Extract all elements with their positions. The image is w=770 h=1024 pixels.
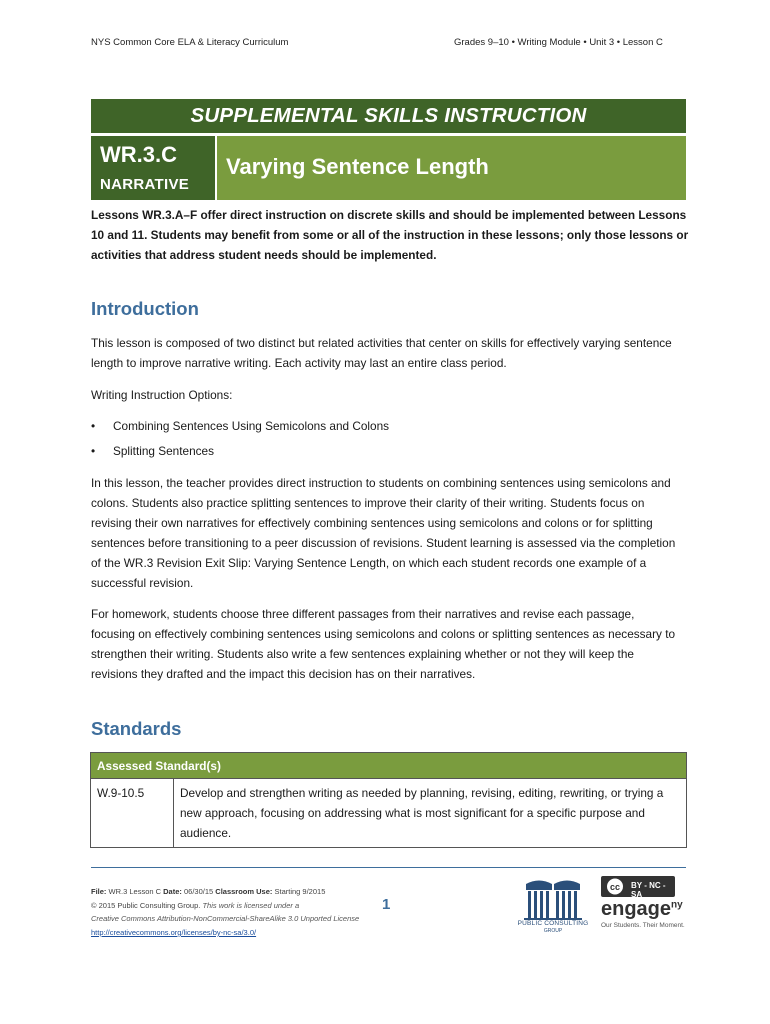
introduction-heading: Introduction — [91, 298, 199, 319]
date-label: Date: — [163, 887, 182, 896]
banner-supplemental-text: SUPPLEMENTAL SKILLS INSTRUCTION — [190, 104, 587, 127]
header-grade-unit: Grades 9–10 • Writing Module • Unit 3 • Lesson C — [454, 37, 663, 48]
footer-url-line — [91, 928, 256, 937]
standards-table — [90, 752, 687, 848]
footer-file-line — [91, 887, 325, 896]
page-number: 1 — [382, 896, 391, 913]
license-text: Creative Commons Attribution-NonCommercial-ShareAlike 3.0 Unported License — [91, 914, 360, 923]
introduction-paragraph-2: In this lesson, the teacher provides direct instruction to students on combining sentences using semicolons and colons. Students also practice splitting sentences to improve their clarity of their writing. Students focus on revising their own narratives for effectively combining sentences using semicolons and colons or for splitting sentences before transitioning to a peer discussion of revisions. Student learning is assessed via the completion of the WR.3 Revision Exit Slip: Varying Sentence Length, on which each student records one example of a successful revision. — [91, 476, 676, 590]
banner-supplemental — [91, 99, 686, 133]
cc-badge-text: BY - NC - SA — [631, 881, 666, 899]
header-curriculum-title: NYS Common Core ELA & Literacy Curriculum — [91, 37, 289, 48]
standard-text: Develop and strengthen writing as needed by planning, revising, editing, rewriting, or trying a new approach, focusing on addressing what is most significant for a specific purpose and audience. — [174, 779, 687, 848]
copyright-text: © 2015 Public Consulting Group. — [91, 901, 201, 910]
use-value: Starting 9/2015 — [274, 887, 326, 896]
file-value: WR.3 Lesson C — [108, 887, 162, 896]
file-label: File: — [91, 887, 107, 896]
engage-ny-text: ny — [671, 899, 683, 911]
lesson-title-box — [217, 136, 686, 200]
license-link[interactable]: http://creativecommons.org/licenses/by-nc-sa/3.0/ — [91, 928, 257, 937]
option-item-label: Combining Sentences Using Semicolons and Colons — [113, 419, 390, 433]
footer-divider — [91, 867, 686, 868]
standard-code: W.9-10.5 — [91, 779, 174, 848]
standards-table-header: Assessed Standard(s) — [91, 753, 687, 779]
introduction-paragraph-1: This lesson is composed of two distinct but related activities that center on skills for effectively varying sentence length to improve narrative writing. Each activity may last an entire class period. — [91, 336, 672, 370]
engageny-logo — [601, 898, 683, 921]
pcg-group: GROUP — [543, 928, 563, 934]
option-item-label: Splitting Sentences — [113, 444, 214, 458]
svg-text:cc: cc — [609, 882, 621, 892]
footer-license-line — [91, 914, 359, 923]
engageny-tagline: Our Students. Their Moment. — [601, 922, 685, 929]
use-label: Classroom Use: — [215, 887, 273, 896]
license-lead: This work is licensed under a — [202, 901, 300, 910]
cc-icon — [604, 876, 628, 897]
bullet-icon: • — [91, 444, 96, 458]
lesson-type: NARRATIVE — [100, 176, 190, 193]
implementation-note: Lessons WR.3.A–F offer direct instruction on discrete skills and should be implemented between Lessons 10 and 11. Students may benefit from some or all of the instruction in these lessons; only those lessons or activities that address student needs should be implemented. — [91, 208, 689, 262]
table-row — [91, 779, 687, 848]
bullet-icon: • — [91, 419, 96, 433]
engage-text: engage — [601, 898, 672, 920]
options-label: Writing Instruction Options: — [91, 388, 233, 402]
footer-copyright-line — [91, 901, 299, 910]
introduction-paragraph-3: For homework, students choose three different passages from their narratives and revise each passage, focusing on effectively combining sentences using semicolons and colons or splitting sentences as necessary to strengthen their writing. Students also write a few sentences explaining whether or not they will keep the revisions they drafted and the impact this decision has on their narratives. — [91, 607, 676, 681]
lesson-code-box — [91, 136, 215, 200]
pcg-name: PUBLIC CONSULTING — [517, 920, 589, 927]
lesson-code: WR.3.C — [100, 142, 177, 167]
standards-heading: Standards — [91, 718, 182, 739]
cc-license-badge — [601, 876, 675, 897]
lesson-title: Varying Sentence Length — [226, 154, 489, 179]
date-value: 06/30/15 — [184, 887, 214, 896]
